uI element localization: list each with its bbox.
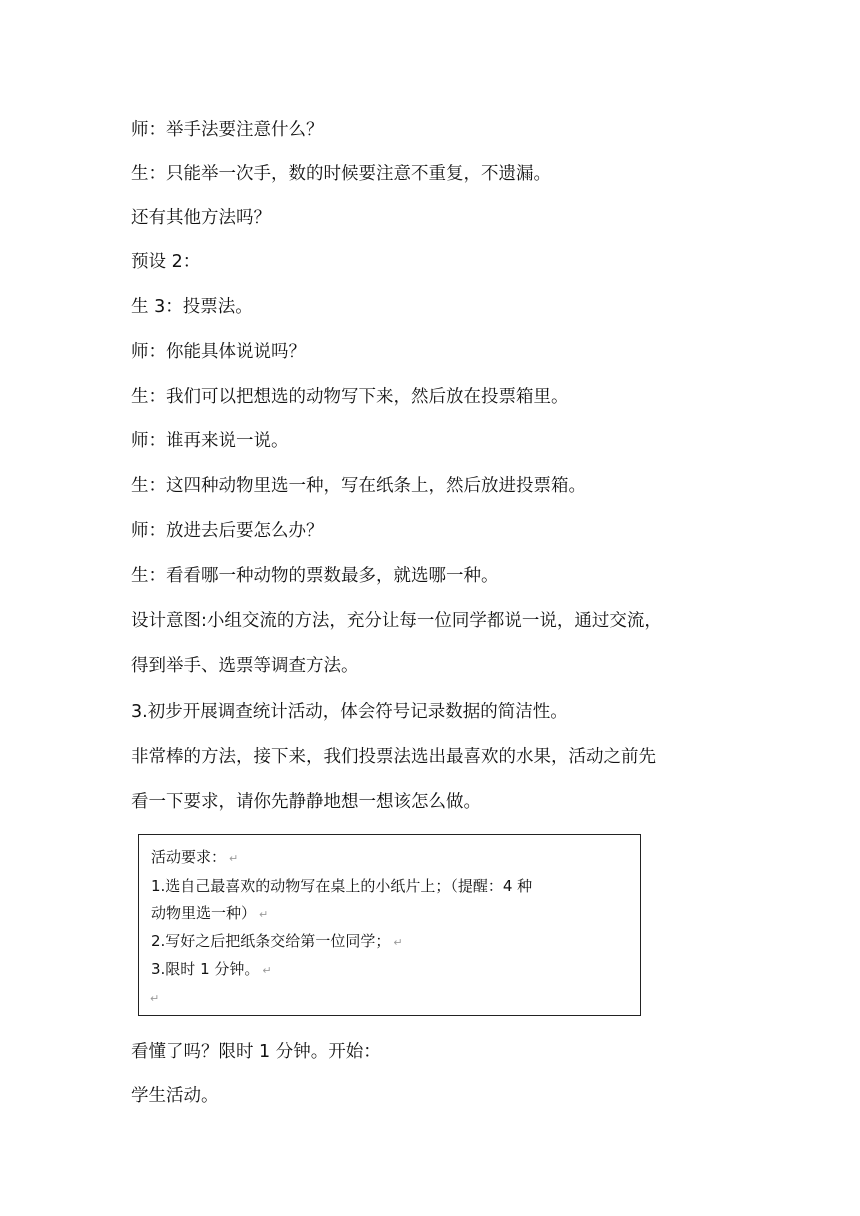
paragraph-mark-icon: ↵ [259, 908, 269, 921]
activity-item-1-cont-text: 动物里选一种） [151, 904, 257, 922]
paragraph: 学生活动。 [131, 1086, 219, 1106]
paragraph: 师：放进去后要怎么办？ [131, 521, 324, 541]
paragraph: 看懂了吗？限时 1 分钟。开始： [131, 1042, 381, 1062]
activity-item-2 [151, 931, 403, 953]
activity-requirements-box [138, 834, 641, 1016]
paragraph: 师：谁再来说一说。 [131, 431, 289, 451]
empty-paragraph [147, 987, 159, 1009]
paragraph: 生：看看哪一种动物的票数最多，就选哪一种。 [131, 566, 499, 586]
activity-item-1: 1.选自己最喜欢的动物写在桌上的小纸片上；（提醒：4 种 [151, 877, 533, 895]
section-heading: 3.初步开展调查统计活动，体会符号记录数据的简洁性。 [131, 702, 568, 722]
activity-box-title-text: 活动要求： [151, 848, 227, 866]
activity-box-title [151, 847, 238, 869]
paragraph: 师：你能具体说说吗？ [131, 342, 306, 362]
paragraph: 生：这四种动物里选一种，写在纸条上，然后放进投票箱。 [131, 476, 586, 496]
paragraph-mark-icon: ↵ [229, 852, 239, 865]
paragraph: 看一下要求，请你先静静地想一想该怎么做。 [131, 792, 481, 812]
paragraph: 生：只能举一次手，数的时候要注意不重复，不遗漏。 [131, 164, 551, 184]
paragraph-mark-icon: ↵ [393, 936, 403, 949]
paragraph-mark-icon: ↵ [150, 992, 160, 1005]
design-intent-text: 设计意图:小组交流的方法，充分让每一位同学都说一说，通过交流， [131, 611, 662, 631]
paragraph-mark-icon: ↵ [262, 964, 272, 977]
paragraph: 非常棒的方法，接下来，我们投票法选出最喜欢的水果，活动之前先 [131, 747, 656, 767]
design-intent-text: 得到举手、选票等调查方法。 [131, 656, 359, 676]
paragraph: 生：我们可以把想选的动物写下来，然后放在投票箱里。 [131, 387, 569, 407]
paragraph: 预设 2： [131, 252, 201, 272]
activity-item-2-text: 2.写好之后把纸条交给第一位同学； [151, 932, 391, 950]
paragraph: 生 3：投票法。 [131, 297, 253, 317]
activity-item-3 [151, 959, 272, 981]
paragraph: 师：举手法要注意什么？ [131, 120, 324, 140]
activity-item-3-text: 3.限时 1 分钟。 [151, 960, 260, 978]
paragraph: 还有其他方法吗？ [131, 208, 271, 228]
activity-item-1-cont [151, 903, 268, 925]
